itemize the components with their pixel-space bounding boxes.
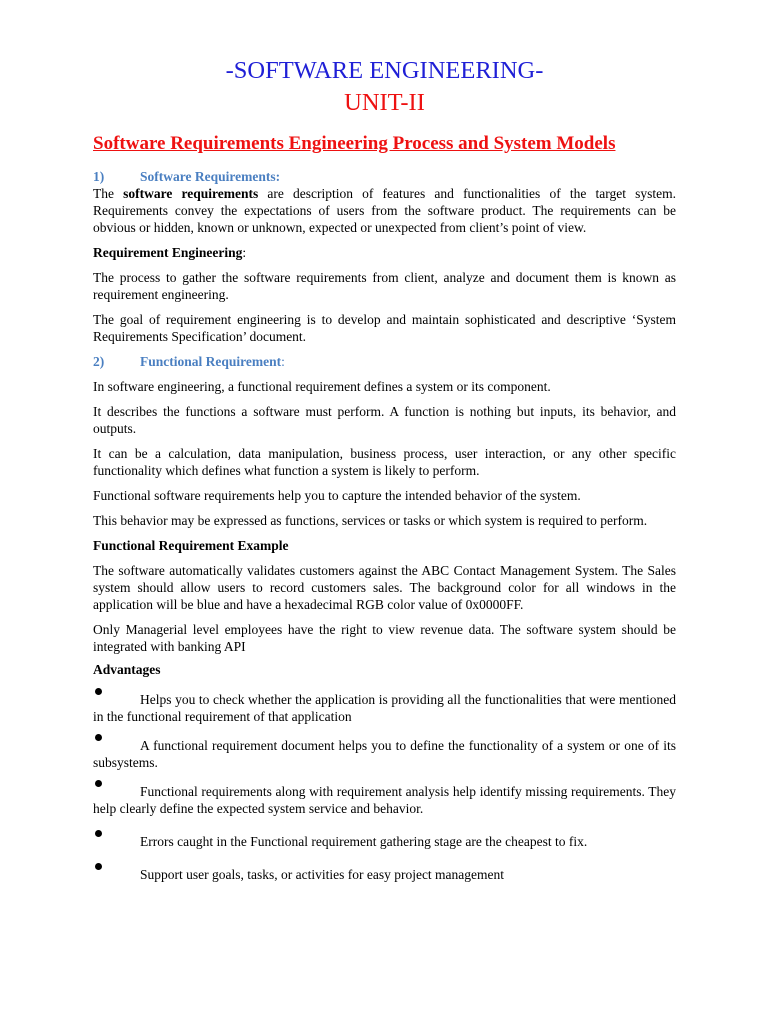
bullet-icon: [95, 780, 102, 787]
main-heading: Software Requirements Engineering Process and System Models: [93, 133, 616, 154]
functional-para-5: This behavior may be expressed as functions, services or tasks or which system is required to perform.: [93, 513, 648, 528]
bullet-icon: [95, 734, 102, 741]
document-content: [93, 56, 676, 883]
list-item: [93, 783, 676, 817]
list-item-text: Support user goals, tasks, or activities for easy project management: [140, 867, 505, 882]
functional-para-4: Functional software requirements help you to capture the intended behavior of the system.: [93, 488, 581, 503]
advantages-heading: Advantages: [93, 662, 161, 677]
intro-bold-term: software requirements: [123, 186, 259, 201]
bullet-icon: [95, 688, 102, 695]
section-heading-functional-requirement: [93, 353, 676, 370]
subheading-text: Requirement Engineering: [93, 245, 243, 260]
intro-text-pre: The: [93, 186, 124, 201]
list-item-text: Helps you to check whether the application is providing all the functionalities that were mentioned in the functional requirement of that application: [93, 692, 676, 724]
section-title-colon: :: [281, 354, 285, 369]
list-item: [93, 691, 676, 725]
list-item-text: A functional requirement document helps you to define the functionality of a system or one of its subsystems.: [93, 738, 676, 770]
document-title: -SOFTWARE ENGINEERING-: [225, 57, 544, 84]
functional-para-3: It can be a calculation, data manipulation, business process, user interaction, or any other specific functionality which defines what function a system is likely to perform.: [93, 446, 676, 478]
list-item-text: Functional requirements along with requirement analysis help identify missing requirements. They help clearly define the expected system service and behavior.: [93, 784, 676, 816]
subheading-colon: :: [242, 245, 247, 260]
unit-title: UNIT-II: [344, 89, 425, 116]
bullet-icon: [95, 863, 102, 870]
requirement-engineering-para-2: The goal of requirement engineering is to develop and maintain sophisticated and descriptive ‘System Requirements Specification’ document.: [93, 312, 676, 344]
advantages-list: [93, 691, 676, 883]
bullet-icon: [95, 830, 102, 837]
requirement-engineering-para-1: The process to gather the software requirements from client, analyze and document them is known as requirement engineering.: [93, 270, 676, 302]
list-item: [93, 833, 676, 850]
section-number: 2): [93, 354, 105, 369]
example-para-2: Only Managerial level employees have the right to view revenue data. The software system should be integrated with banking API: [93, 622, 676, 654]
requirement-engineering-heading: [93, 244, 676, 261]
intro-text-post: are description of features and functionalities of the target system. Requirements convey the expectations of users from the software product. The requirements can be obvious or hidden, known or unknown, expected or unexpected from client’s point of view.: [93, 186, 676, 235]
section-title: Software Requirements:: [140, 169, 281, 184]
list-item: [93, 866, 676, 883]
section-number: 1): [93, 169, 105, 184]
example-para-1: The software automatically validates customers against the ABC Contact Management System. The Sales system should allow users to record customers sales. The background color for all windows in the application will be blue and have a hexadecimal RGB color value of 0x0000FF.: [93, 563, 676, 612]
functional-para-2: It describes the functions a software must perform. A function is nothing but inputs, its behavior, and outputs.: [93, 404, 676, 436]
software-requirements-intro: [93, 185, 676, 236]
list-item: [93, 737, 676, 771]
section-heading-software-requirements: [93, 168, 676, 185]
list-item-text: Errors caught in the Functional requirement gathering stage are the cheapest to fix.: [140, 834, 588, 849]
functional-para-1: In software engineering, a functional requirement defines a system or its component.: [93, 379, 551, 394]
example-heading: Functional Requirement Example: [93, 538, 289, 553]
section-title: Functional Requirement: [140, 354, 282, 369]
